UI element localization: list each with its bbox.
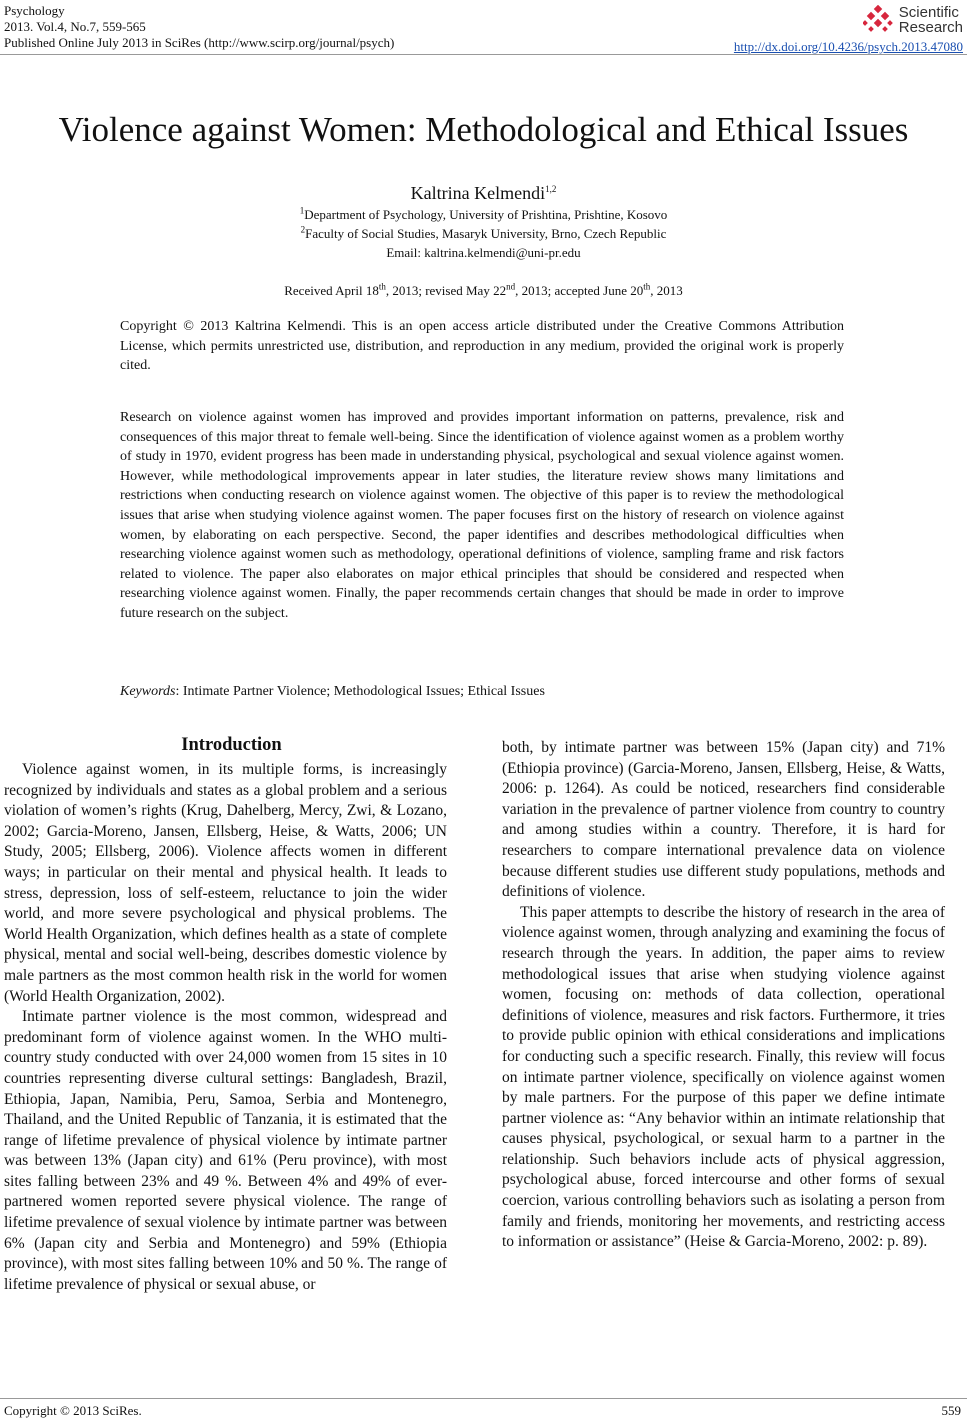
scientific-research-logo-icon	[863, 5, 893, 35]
section-heading-introduction: Introduction	[181, 735, 282, 755]
paper-title: Violence against Women: Methodological and Ethical Issues	[58, 110, 909, 149]
affiliation-2: $^2$Faculty of Social Studies, Masaryk University, Brno, Czech Republic	[300, 224, 667, 241]
scientific-research-logo	[734, 3, 963, 37]
paragraph: Violence against women, in its multiple forms, is increasingly recognized by individuals and states as a global problem and a serious violation of women’s rights (Krug, Dahelberg, Mercy, Zwi, & Lozano, 2002; Garcia-Moreno, Jansen, Ellsberg, Heise, & Watts, 2006; UN Study, 2005; Ellsberg, 2006). Violence affects women in different ways; in particular on their mental and physical health. It leads to stress, depression, loss of self-esteem, reluctance to join the wider world, and more severe psychological and physical problems. The World Health Organization, which defines health as a state of complete physical, mental and social well-being, describes domestic violence by male partners as the most common health risk in the world for women (World Health Organization, 2002).	[4, 761, 447, 1005]
journal-header	[4, 3, 146, 35]
abstract: Research on violence against women has improved and provides important information on patterns, prevalence, risk and consequences of this major threat to female well-being. Since the identification of violence against women as a problem worthy of study in 1970, evident progress has been made in understanding physical, psychological and sexual violence against women. However, while methodological improvements appear in later studies, the literature review shows many limitations and restrictions when conducting research on violence against women. The objective of this paper is to review the methodological issues that arise when studying violence against women. The paper focuses first on the history of research on violence against women, by elaborating on each perspective. Second, the paper identifies and describes methodological difficulties when researching violence against women such as methodology, operational definitions of violence, sampling frame and risk factors related to violence. The paper also elaborates on major ethical principles that should be considered and respected when researching violence against women. Finally, the paper recommends certain changes that should be made in order to improve future research on the subject.	[120, 410, 844, 621]
author-name: Kaltrina Kelmendi	[410, 183, 546, 203]
footer-divider	[0, 1398, 967, 1399]
affiliation-1: $^1$Department of Psychology, University of Prishtina, Prishtine, Kosovo	[299, 205, 668, 222]
logo-wordmark: Scientific Research	[898, 4, 963, 36]
paragraph: both, by intimate partner was between 15% (Japan city) and 71% (Ethiopia province) (Garcia-Moreno, Jansen, Ellsberg, Heise, & Watts, 2006: p. 1264). As could be noticed, researchers find considerable variation in the prevalence of partner violence from country to country and among studies within a country. Therefore, it is hard for researchers to compare international prevalence data on violence because different studies use different study populations, methods and definitions of violence.	[502, 739, 945, 901]
author-superscript: 1,2	[545, 184, 557, 194]
left-column	[4, 760, 447, 1295]
volume-info: 2013. Vol.4, No.7, 559-565	[4, 19, 146, 34]
paragraph: Intimate partner violence is the most common, widespread and predominant form of violence against women. In the WHO multi-country study conducted with over 24,000 women from 15 sites in 10 countries representing diverse cultural settings: Bangladesh, Brazil, Ethiopia, Japan, Namibia, Peru, Samoa, Serbia and Montenegro, Thailand, and the United Republic of Tanzania, it is estimated that the range of lifetime prevalence of physical violence by intimate partner was between 13% (Japan city) and 61% (Peru province), with most sites falling between 23% and 49 %. Between 4% and 49% of ever-partnered women reported severe physical violence. The range of lifetime prevalence of sexual violence by intimate partner was between 6% (Japan city and Serbia and Montenegro) and 59% (Ethiopia province), with most sites falling between 10% and 50 %. The range of lifetime prevalence of physical or sexual abuse, or	[4, 1008, 447, 1293]
published-online-line: Published Online July 2013 in SciRes (http://www.scirp.org/journal/psych)	[4, 35, 395, 50]
keywords-label: Keywords	[120, 684, 176, 699]
right-column	[502, 738, 945, 1253]
publisher-header	[734, 3, 963, 55]
keywords	[120, 682, 844, 702]
footer-copyright: Copyright © 2013 SciRes.	[4, 1403, 142, 1418]
paragraph: This paper attempts to describe the history of research in the area of violence against women, through analyzing and examining the focus of research through the years. In addition, the paper aims to review methodological issues that arise when studying violence against women, focusing on: methods of data collection, operational definitions of violence, measures and risk factors. Furthermore, it tries to provide public opinion with ethical considerations and implications for conducting such a specific research. Finally, this review will focus on intimate partner violence, specifically on violence against women by male partners. For the purpose of this paper we define intimate partner violence as: “Any behavior within an intimate relationship that causes physical, psychological, or sexual harm to a partner in the relationship. Such behaviors include acts of physical aggression, psychological abuse, forced intercourse and other forms of sexual coercion, various controlling behaviors such as isolating a person from family and friends, monitoring her movements, and restricting access to information or assistance” (Heise & Garcia-Moreno, 2002: p. 89).	[502, 903, 945, 1251]
received-dates: Received April 18th, 2013; revised May 22nd, 2013; accepted June 20th, 2013	[284, 281, 683, 298]
header-divider	[0, 54, 967, 55]
author-email: Email: kaltrina.kelmendi@uni-pr.edu	[386, 245, 581, 260]
journal-name: Psychology	[4, 3, 65, 18]
doi-link[interactable]: http://dx.doi.org/10.4236/psych.2013.47080	[733, 39, 963, 54]
keywords-text: : Intimate Partner Violence; Methodological Issues; Ethical Issues	[175, 684, 545, 699]
author-line	[0, 183, 967, 204]
copyright-notice: Copyright © 2013 Kaltrina Kelmendi. This is an open access article distributed under the Creative Commons Attribution License, which permits unrestricted use, distribution, and reproduction in any medium, provided the original work is properly cited.	[120, 319, 844, 374]
page-number: 559	[941, 1403, 961, 1418]
